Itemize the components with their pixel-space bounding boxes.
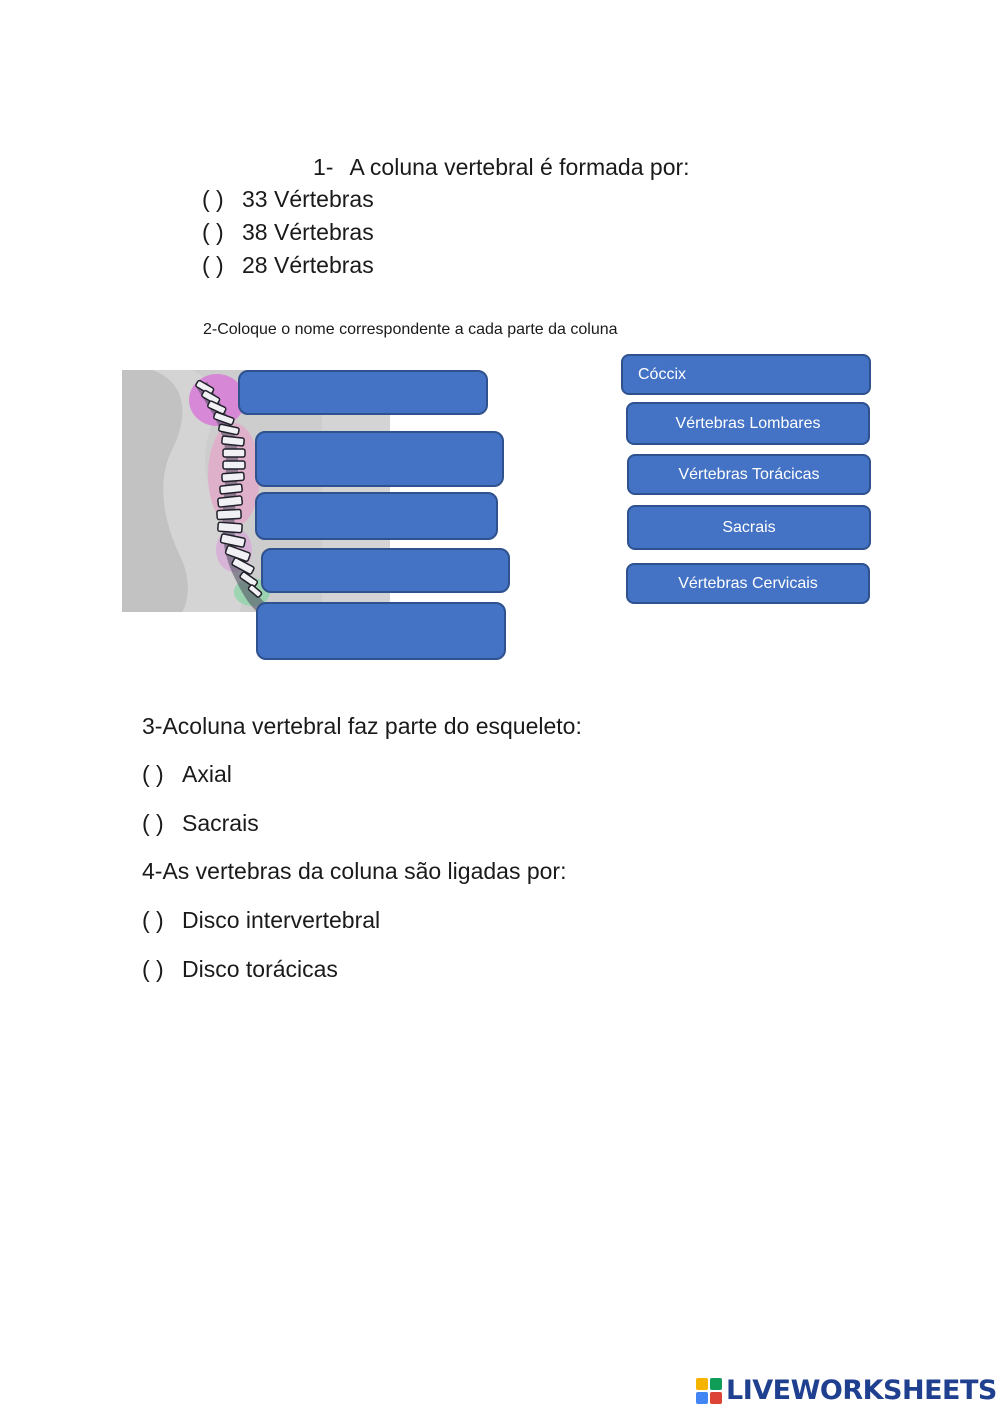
answer-checkbox[interactable]: ( )	[202, 219, 224, 245]
option-label: Disco torácicas	[182, 956, 338, 982]
option-label: Disco intervertebral	[182, 907, 381, 933]
answer-checkbox[interactable]: ( )	[202, 252, 224, 278]
option-label: Axial	[182, 761, 232, 787]
question-3-title: 3-Acoluna vertebral faz parte do esqueleto:	[142, 713, 582, 739]
question-4-option[interactable]	[142, 956, 338, 983]
drop-target-2[interactable]	[255, 431, 504, 487]
question-2-title: 2-Coloque o nome correspondente a cada parte da coluna	[203, 321, 618, 338]
question-4-option[interactable]	[142, 907, 380, 934]
tile-vertebras-toracicas[interactable]: Vértebras Torácicas	[627, 454, 871, 495]
question-1-text: A coluna vertebral é formada por:	[349, 154, 690, 180]
logo-icon	[696, 1378, 722, 1404]
option-label: 28 Vértebras	[242, 252, 374, 278]
answer-checkbox[interactable]: ( )	[202, 186, 224, 212]
tile-vertebras-lombares[interactable]: Vértebras Lombares	[626, 402, 870, 445]
option-label: Sacrais	[182, 810, 259, 836]
tile-coccix[interactable]: Cóccix	[621, 354, 871, 395]
drop-target-5[interactable]	[256, 602, 506, 660]
answer-checkbox[interactable]: ( )	[142, 761, 164, 787]
liveworksheets-logo	[696, 1375, 997, 1406]
drop-target-3[interactable]	[255, 492, 498, 540]
question-3-option[interactable]	[142, 810, 259, 837]
question-1-title	[313, 154, 690, 181]
answer-checkbox[interactable]: ( )	[142, 956, 164, 982]
tile-sacrais[interactable]: Sacrais	[627, 505, 871, 550]
question-1-option[interactable]	[202, 219, 374, 246]
question-1-option[interactable]	[202, 252, 374, 279]
question-4-title: 4-As vertebras da coluna são ligadas por:	[142, 858, 567, 884]
drop-target-1[interactable]	[238, 370, 488, 415]
question-3-option[interactable]	[142, 761, 232, 788]
answer-checkbox[interactable]: ( )	[142, 810, 164, 836]
answer-checkbox[interactable]: ( )	[142, 907, 164, 933]
question-1-option[interactable]	[202, 186, 374, 213]
question-1-number: 1-	[313, 154, 334, 180]
option-label: 33 Vértebras	[242, 186, 374, 212]
tile-vertebras-cervicais[interactable]: Vértebras Cervicais	[626, 563, 870, 604]
drop-target-4[interactable]	[261, 548, 510, 593]
option-label: 38 Vértebras	[242, 219, 374, 245]
brand-name: LIVEWORKSHEETS	[726, 1375, 997, 1406]
